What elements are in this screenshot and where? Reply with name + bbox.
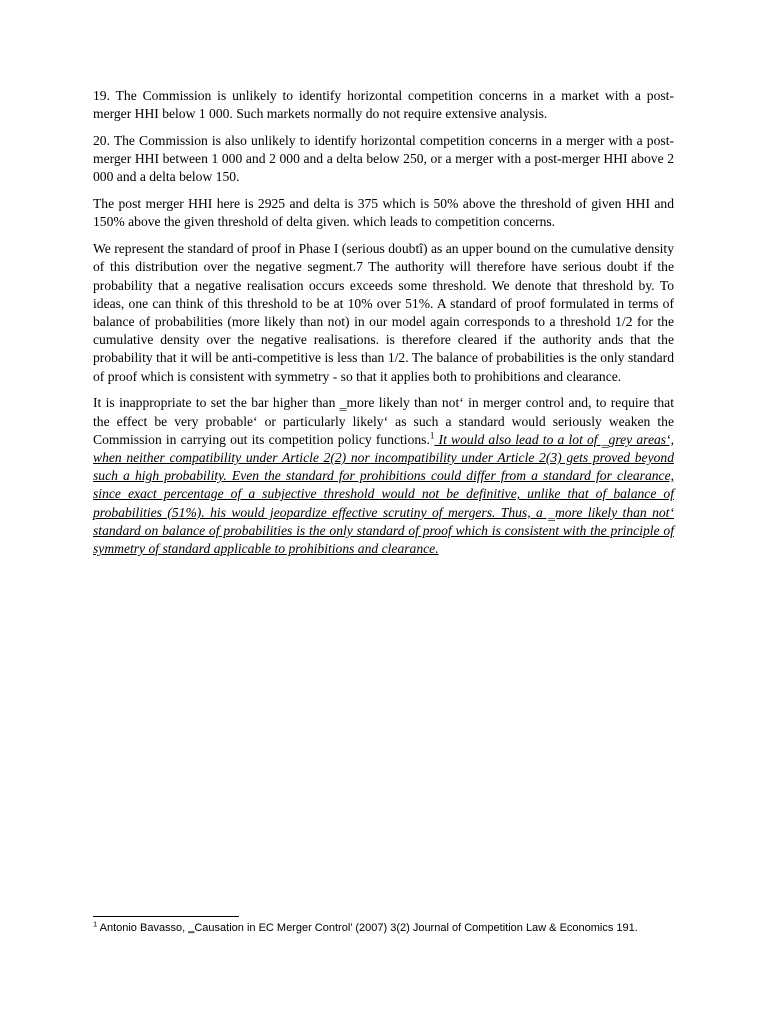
emphasized-text: It would also lead to a lot of ‗grey areas‘, when neither compatibility under Article 2(2) nor incompatibility under Article 2(3) gets proved beyond such a high probability. Even the standard for prohibitions could differ from a standard for clearance, since exact percentage of a subjective threshold would not be definitive, unlike that of balance of probabilities (51%). his would jeopardize effective scrutiny of mergers. Thus, a ‗more likely than not‘ standard on balance of probabilities is the only standard of proof which is consistent with the principle of symmetry of standard applicable to prohibitions and clearance.	[93, 431, 674, 557]
paragraph-20: 20. The Commission is also unlikely to identify horizontal competition concerns in a merger with a post-merger HHI between 1 000 and 2 000 and a delta below 250, or a merger with a post-merger HHI above 2 000 and a delta below 150.	[93, 133, 674, 185]
paragraph-standard-of-proof: We represent the standard of proof in Phase I (serious doubtî) as an upper bound on the cumulative density of this distribution over the negative segment.7 The authority will therefore have serious doubt if the probability that a negative realisation occurs exceeds some threshold. We denote that threshold by. To ideas, one can think of this threshold to be at 10% over 51%. A standard of proof formulated in terms of balance of probabilities (more likely than not) in our model again corresponds to a threshold 1/2 for the cumulative density over the negative realisations. is therefore cleared if the authority ands that the probability that it will be anti-competitive is less than 1/2. The balance of probabilities is the only standard of proof which is consistent with symmetry - so that it applies both to prohibitions and clearance.	[93, 241, 674, 384]
footnote-reference: 1	[429, 430, 435, 441]
paragraph-conclusion	[93, 394, 674, 558]
paragraph-hhi-analysis: The post merger HHI here is 2925 and delta is 375 which is 50% above the threshold of given HHI and 150% above the given threshold of delta given. which leads to competition concerns.	[93, 196, 674, 230]
footnote-separator	[93, 916, 239, 917]
document-body	[93, 87, 674, 567]
footnote-text: Antonio Bavasso, ‗Causation in EC Merger Control’ (2007) 3(2) Journal of Competition Law & Economics 191.	[97, 922, 638, 934]
paragraph-19: 19. The Commission is unlikely to identify horizontal competition concerns in a market with a post-merger HHI below 1 000. Such markets normally do not require extensive analysis.	[93, 88, 674, 122]
footnote	[93, 921, 713, 935]
footnote-marker: 1	[93, 919, 98, 929]
conclusion-text: It is inappropriate to set the bar higher than ‗more likely than not‘ in merger control and, to require that the effect be very probable‘ or particularly likely‘ as such a standard would seriously weaken the Commission in carrying out its competition policy functions.	[93, 395, 674, 447]
